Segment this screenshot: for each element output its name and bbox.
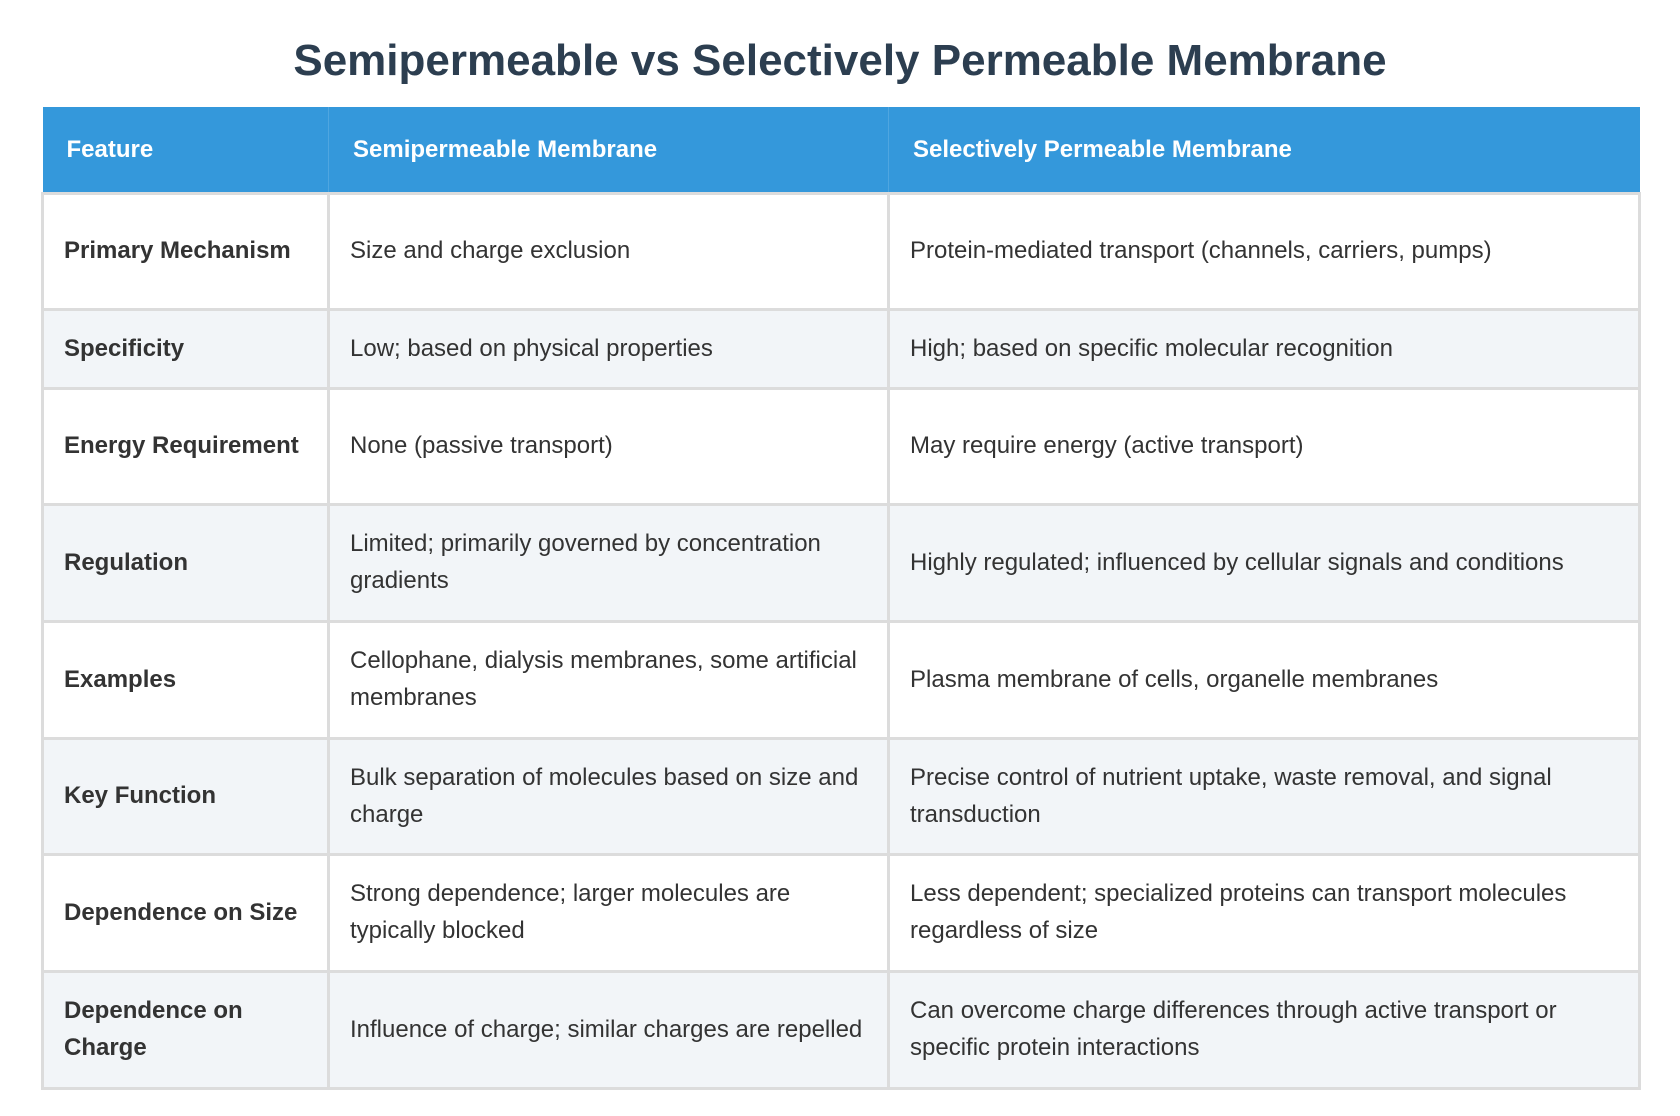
table-row xyxy=(43,622,1640,739)
feature-cell: Primary Mechanism xyxy=(43,194,329,310)
semipermeable-cell: Size and charge exclusion xyxy=(329,194,889,310)
feature-cell: Dependence on Size xyxy=(43,855,329,972)
feature-cell: Energy Requirement xyxy=(43,389,329,505)
selectively-permeable-cell: Highly regulated; influenced by cellular signals and conditions xyxy=(889,505,1640,622)
table-row xyxy=(43,194,1640,310)
selectively-permeable-cell: Protein-mediated transport (channels, carriers, pumps) xyxy=(889,194,1640,310)
selectively-permeable-cell: Can overcome charge differences through active transport or specific protein interactions xyxy=(889,972,1640,1089)
feature-cell: Regulation xyxy=(43,505,329,622)
semipermeable-cell: None (passive transport) xyxy=(329,389,889,505)
header-semipermeable: Semipermeable Membrane xyxy=(329,107,889,194)
comparison-table-container xyxy=(41,107,1638,1090)
semipermeable-cell: Limited; primarily governed by concentration gradients xyxy=(329,505,889,622)
table-row xyxy=(43,389,1640,505)
selectively-permeable-cell: Plasma membrane of cells, organelle membranes xyxy=(889,622,1640,739)
page-title: Semipermeable vs Selectively Permeable Membrane xyxy=(293,36,1387,85)
table-row xyxy=(43,739,1640,855)
selectively-permeable-cell: May require energy (active transport) xyxy=(889,389,1640,505)
semipermeable-cell: Cellophane, dialysis membranes, some artificial membranes xyxy=(329,622,889,739)
comparison-table xyxy=(41,107,1641,1090)
table-row xyxy=(43,855,1640,972)
table-row xyxy=(43,972,1640,1089)
table-row xyxy=(43,310,1640,389)
semipermeable-cell: Low; based on physical properties xyxy=(329,310,889,389)
semipermeable-cell: Bulk separation of molecules based on size and charge xyxy=(329,739,889,855)
feature-cell: Examples xyxy=(43,622,329,739)
selectively-permeable-cell: High; based on specific molecular recognition xyxy=(889,310,1640,389)
header-selectively-permeable: Selectively Permeable Membrane xyxy=(889,107,1640,194)
header-feature: Feature xyxy=(43,107,329,194)
feature-cell: Specificity xyxy=(43,310,329,389)
table-row xyxy=(43,505,1640,622)
semipermeable-cell: Influence of charge; similar charges are repelled xyxy=(329,972,889,1089)
selectively-permeable-cell: Precise control of nutrient uptake, waste removal, and signal transduction xyxy=(889,739,1640,855)
selectively-permeable-cell: Less dependent; specialized proteins can transport molecules regardless of size xyxy=(889,855,1640,972)
feature-cell: Dependence on Charge xyxy=(43,972,329,1089)
feature-cell: Key Function xyxy=(43,739,329,855)
semipermeable-cell: Strong dependence; larger molecules are typically blocked xyxy=(329,855,889,972)
header-row xyxy=(43,107,1640,194)
